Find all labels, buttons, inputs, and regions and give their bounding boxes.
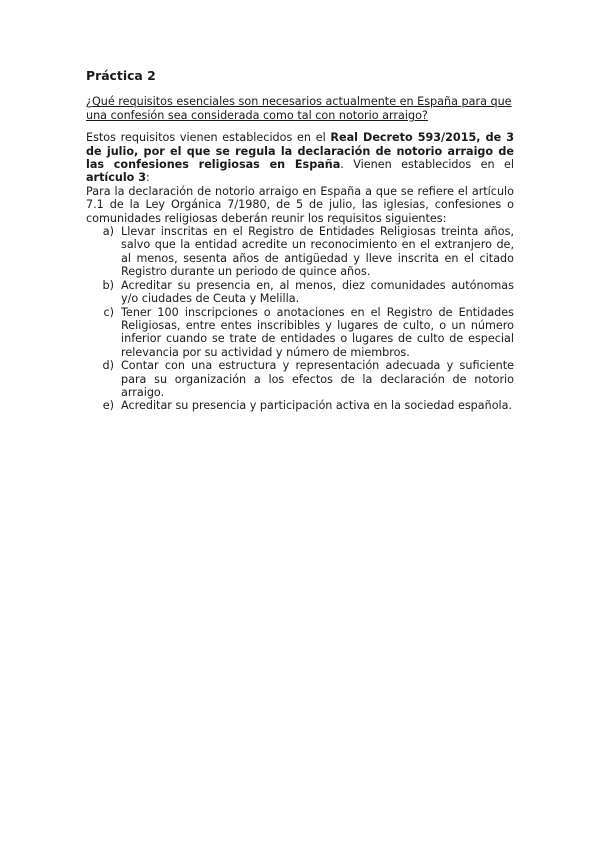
list-item-text: Tener 100 inscripciones o anotaciones en el Registro de Entidades Religiosas, entre entes inscribibles y lugares de culto, o un número inferior cuando se trate de entidades o lugares de culto de especial relevancia por su actividad y número de miembros. xyxy=(121,305,514,359)
list-item xyxy=(86,399,514,412)
list-item xyxy=(86,359,514,399)
question: ¿Qué requisitos esenciales son necesarios actualmente en España para que una confesión sea considerada como tal con notorio arraigo? xyxy=(86,95,512,122)
intro-text-1: Estos requisitos vienen establecidos en el xyxy=(86,131,331,145)
list-item xyxy=(86,279,514,306)
list-marker: b) xyxy=(102,278,114,292)
intro-text-3: : xyxy=(146,171,150,185)
document-title: Práctica 2 xyxy=(86,68,156,83)
list-marker: c) xyxy=(103,305,114,319)
list-item-text: Llevar inscritas en el Registro de Entidades Religiosas treinta años, salvo que la entidad acredite un reconocimiento en el extranjero de, al menos, sesenta años de antigüedad y lleve inscrita en el citado Registro durante un periodo de quince años. xyxy=(121,225,514,279)
list-marker: a) xyxy=(102,225,114,239)
list-item-text: Acreditar su presencia en, al menos, diez comunidades autónomas y/o ciudades de Ceuta y Melilla. xyxy=(121,278,514,306)
article-ref: artículo 3 xyxy=(86,171,147,185)
intro-text-2: . Vienen establecidos en el xyxy=(340,158,514,172)
intro-paragraph xyxy=(86,131,514,185)
document-content xyxy=(86,69,514,413)
list-item xyxy=(86,225,514,279)
list-item-text: Contar con una estructura y representación adecuada y suficiente para su organización a los efectos de la declaración de notorio arraigo. xyxy=(121,359,514,399)
list-marker: d) xyxy=(102,359,114,373)
list-item-text: Acreditar su presencia y participación activa en la sociedad española. xyxy=(121,399,513,413)
list-item xyxy=(86,306,514,360)
decree-name: Real Decreto 593/2015, de 3 de julio, por el que se regula la declaración de notorio arraigo de las confesiones religiosas en España xyxy=(86,131,514,172)
list-marker: e) xyxy=(102,399,114,413)
requirements-list xyxy=(86,225,514,413)
requirements-lead: Para la declaración de notorio arraigo en España a que se refiere el artículo 7.1 de la Ley Orgánica 7/1980, de 5 de julio, las iglesias, confesiones o comunidades religiosas deberán reunir los requisitos siguientes: xyxy=(86,184,514,225)
